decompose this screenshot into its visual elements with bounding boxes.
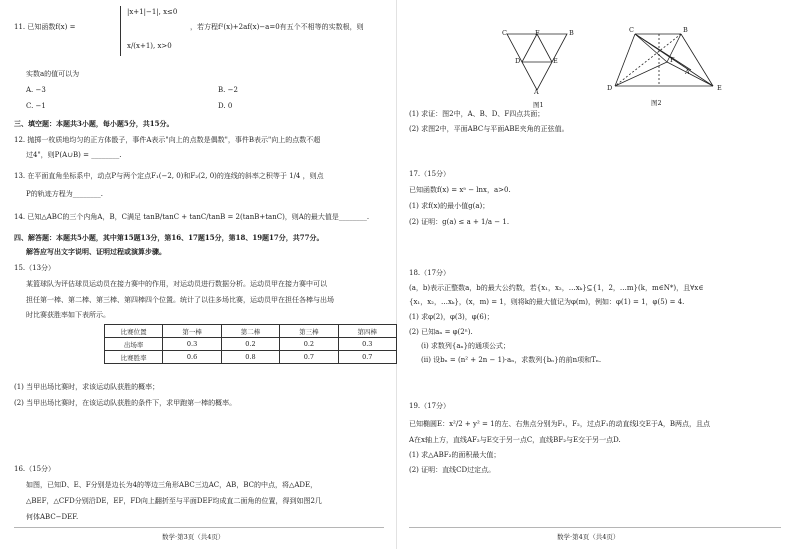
q18-sub2-ii: (ⅱ) 设bₙ = (n² + 2n − 1)·aₙ，求数列{bₙ}的前n项和Tₙ. xyxy=(421,356,602,364)
q11-case1: |x+1|−1|, x≤0 xyxy=(127,8,178,16)
q16-line2: △BEF，△CFD分别沿DE，EF，FD向上翻折至与平面DEF均成直二面角的位置，得到如图2几 xyxy=(26,497,322,505)
fig2-label-e: E xyxy=(717,84,722,92)
q11-option-b: B. −2 xyxy=(218,86,238,94)
fig2-caption: 图2 xyxy=(651,99,662,107)
table-row xyxy=(105,338,397,351)
q18-line2: {x₁，x₂，…xₖ}，(x，m) = 1，则将k的最大值记为φ(m)，例如：φ(1) = 1，φ(5) = 4. xyxy=(409,298,685,306)
q19-sub2: (2) 证明：直线CD过定点。 xyxy=(409,466,496,474)
q17-sub2: (2) 证明：g(a) ≤ a + 1/a − 1. xyxy=(409,218,510,226)
fig2-label-f: F xyxy=(670,56,675,64)
q17-sub1: (1) 求f(x)的最小值g(a)； xyxy=(409,202,490,210)
table-header-cell: 第三棒 xyxy=(280,325,338,338)
table-header-row xyxy=(105,325,397,338)
figure-2-drawing xyxy=(609,26,719,96)
q11-stem-a: 11. 已知函数f(x) = xyxy=(14,23,76,31)
right-footer: 数学·第4页（共4页） xyxy=(557,533,620,541)
q16-sub2: (2) 求图2中，平面ABC与平面ABE夹角的正弦值。 xyxy=(409,125,569,133)
q15-table xyxy=(104,324,397,364)
table-cell: 0.3 xyxy=(338,338,396,351)
q15-sub2: (2) 当甲出场比赛时，在该运动队获胜的条件下，求甲跑第一棒的概率。 xyxy=(14,399,237,407)
table-cell: 比赛胜率 xyxy=(105,351,163,364)
q11-option-a: A. −3 xyxy=(26,86,46,94)
q18-head: 18.（17分） xyxy=(409,269,451,277)
fig2-label-c: C xyxy=(629,26,634,34)
table-cell: 0.2 xyxy=(280,338,338,351)
fig1-label-f: F xyxy=(535,29,540,37)
q19-head: 19.（17分） xyxy=(409,402,451,410)
q19-line2: A在x轴上方，直线AF₂与E交于另一点C，直线BF₂与E交于另一点D. xyxy=(409,436,621,444)
table-row xyxy=(105,351,397,364)
fig1-label-d: D xyxy=(515,57,521,65)
q15-sub1: (1) 当甲出场比赛时，求该运动队获胜的概率； xyxy=(14,383,160,391)
q17-head: 17.（15分） xyxy=(409,170,451,178)
table-header-cell: 第二棒 xyxy=(221,325,279,338)
q15-line1: 某篮球队为评估球员运动员在接力赛中的作用，对运动员进行数据分析。运动员甲在接力赛中可以 xyxy=(26,280,327,288)
q12-line2: 过4"，则P(A∪B) = ________. xyxy=(26,151,122,159)
fig1-caption: 图1 xyxy=(533,101,544,109)
q13-line1: 13. 在平面直角坐标系中，动点P与两个定点F₁(−2, 0)和F₂(2, 0)的连线的斜率之积等于 1/4 ，则点 xyxy=(14,172,324,180)
table-header-cell: 第四棒 xyxy=(338,325,396,338)
q11-stem-b: ，若方程f²(x)+2af(x)−a=0有五个不相等的实数根，则 xyxy=(190,23,364,31)
section-3-title: 三、填空题：本题共3小题，每小题5分，共15分。 xyxy=(14,119,174,128)
table-cell: 0.6 xyxy=(163,351,221,364)
q13-line2: P的轨迹方程为________. xyxy=(26,190,103,198)
fig2-label-b: B xyxy=(683,26,688,34)
left-footer: 数学·第3页（共4页） xyxy=(162,533,225,541)
q19-line1: 已知椭圆E：x²/2 + y² = 1的左、右焦点分别为F₁，F₂，过点F₁的动直线l交E于A，B两点，且点 xyxy=(409,420,711,428)
q16-sub1: (1) 求证：图2中，A、B、D、F四点共面； xyxy=(409,110,545,118)
q15-line2: 担任第一棒、第二棒、第三棒、第四棒四个位置。统计了以往多场比赛，运动员甲在担任各棒与出场 xyxy=(26,296,334,304)
fig1-label-e: E xyxy=(553,57,558,65)
section-4-line2: 解答应写出文字说明、证明过程或演算步骤。 xyxy=(26,247,166,256)
fig1-label-b: B xyxy=(569,29,574,37)
table-cell: 0.8 xyxy=(221,351,279,364)
q19-sub1: (1) 求△ABF₂的面积最大值； xyxy=(409,451,501,459)
table-cell: 出场率 xyxy=(105,338,163,351)
q11-case2: x/(x+1), x>0 xyxy=(127,42,172,50)
q11-option-d: D. 0 xyxy=(218,102,233,110)
q16-line1: 如图，已知D、E、F分别是边长为4的等边三角形ABC三边AC，AB，BC的中点，将△ADE， xyxy=(26,481,318,489)
right-page xyxy=(397,0,794,549)
footer-rule xyxy=(14,527,384,528)
fig1-label-c: C xyxy=(502,29,507,37)
q11-option-c: C. −1 xyxy=(26,102,46,110)
q18-sub2: (2) 已知aₙ = φ(2ⁿ). xyxy=(409,328,473,336)
fig2-label-a: A xyxy=(685,68,690,76)
piecewise-brace xyxy=(120,6,125,56)
table-cell: 0.3 xyxy=(163,338,221,351)
footer-rule xyxy=(409,527,781,528)
q16-head: 16.（15分） xyxy=(14,465,56,473)
q18-sub1: (1) 求φ(2)，φ(3)，φ(6)； xyxy=(409,313,494,321)
q16-line3: 何体ABC−DEF. xyxy=(26,513,79,521)
q12-line1: 12. 抛掷一枚质地均匀的正方体骰子，事件A表示"向上的点数是偶数"，事件B表示"向上的点数不超 xyxy=(14,136,321,144)
table-header-cell: 第一棒 xyxy=(163,325,221,338)
q18-sub2-i: (ⅰ) 求数列{aₙ}的通项公式； xyxy=(421,342,511,350)
q11-stem-c: 实数a的值可以为 xyxy=(26,70,80,78)
q18-line1: (a，b)表示正整数a，b的最大公约数，若{x₁，x₂，…xₖ}⊆{1，2，…m}(k，m∈N*)，且∀x∈ xyxy=(409,284,704,292)
table-cell: 0.7 xyxy=(338,351,396,364)
q17-line1: 已知函数f(x) = xᵃ − lnx，a>0. xyxy=(409,186,511,194)
fig2-label-d: D xyxy=(607,84,613,92)
q14-text: 14. 已知△ABC的三个内角A，B，C满足 tanB/tanC + tanC/tanB = 2(tanB+tanC)，则A的最大值是________. xyxy=(14,213,370,221)
q15-line3: 时比赛获胜率如下表所示。 xyxy=(26,311,110,319)
table-cell: 0.7 xyxy=(280,351,338,364)
table-header-cell: 比赛位置 xyxy=(105,325,163,338)
fig1-label-a: A xyxy=(534,88,539,96)
table-cell: 0.2 xyxy=(221,338,279,351)
section-4-line1: 四、解答题：本题共5小题，其中第15题13分，第16、17题15分，第18、19题17分，共77分。 xyxy=(14,233,324,242)
q15-head: 15.（13分） xyxy=(14,264,56,272)
